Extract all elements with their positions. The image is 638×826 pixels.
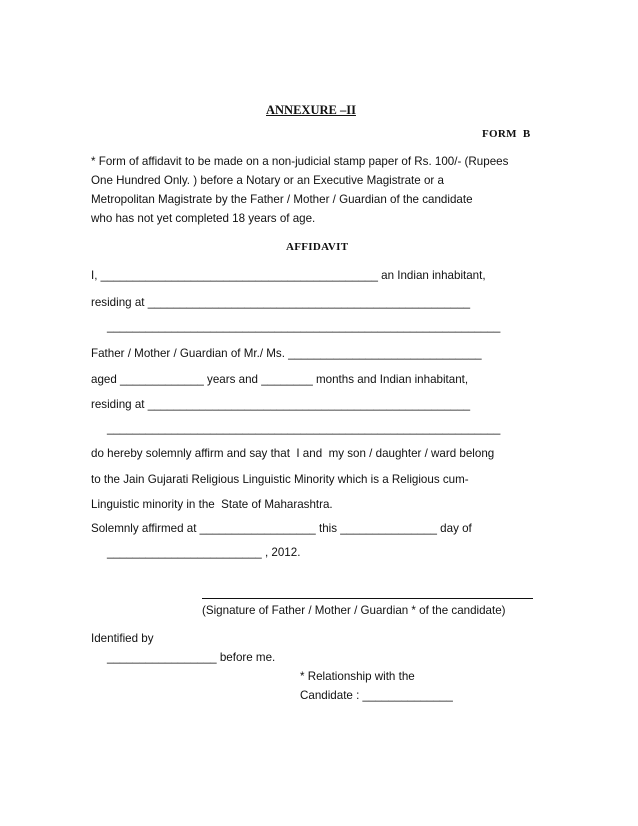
identified-by-label: Identified by (91, 632, 154, 645)
inhabitant-line: I, ___________________________________________ an Indian inhabitant, (91, 269, 486, 282)
affidavit-heading: AFFIDAVIT (286, 241, 349, 253)
intro-line-3: Metropolitan Magistrate by the Father / Mother / Guardian of the candidate (91, 193, 473, 206)
address-blank-line-2: _____________________________________________________________ (107, 422, 501, 435)
minority-line: to the Jain Gujarati Religious Linguistic Minority which is a Religious cum- (91, 473, 469, 486)
annexure-title: ANNEXURE –II (266, 103, 356, 117)
state-line: Linguistic minority in the State of Maharashtra. (91, 498, 333, 511)
affirmation-line: do hereby solemnly affirm and say that I and my son / daughter / ward belong (91, 447, 495, 460)
form-label: FORM B (482, 128, 531, 140)
address-blank-line-1: _____________________________________________________________ (107, 320, 501, 333)
signature-caption: (Signature of Father / Mother / Guardian * of the candidate) (202, 604, 506, 617)
signature-line (202, 598, 533, 599)
relationship-label: * Relationship with the (300, 670, 415, 683)
residing-line-2: residing at __________________________________________________ (91, 398, 471, 411)
before-me-line: _________________ before me. (107, 651, 276, 664)
candidate-relationship-line: Candidate : ______________ (300, 689, 453, 702)
solemnly-affirmed-line: Solemnly affirmed at __________________ this _______________ day of (91, 522, 472, 535)
intro-line-4: who has not yet completed 18 years of age. (91, 212, 316, 225)
age-line: aged _____________ years and ________ months and Indian inhabitant, (91, 373, 469, 386)
date-year-line: ________________________ , 2012. (107, 546, 301, 559)
intro-line-1: * Form of affidavit to be made on a non-judicial stamp paper of Rs. 100/- (Rupees (91, 155, 509, 168)
residing-line-1: residing at __________________________________________________ (91, 296, 471, 309)
intro-line-2: One Hundred Only. ) before a Notary or an Executive Magistrate or a (91, 174, 444, 187)
guardian-of-line: Father / Mother / Guardian of Mr./ Ms. ______________________________ (91, 347, 482, 360)
